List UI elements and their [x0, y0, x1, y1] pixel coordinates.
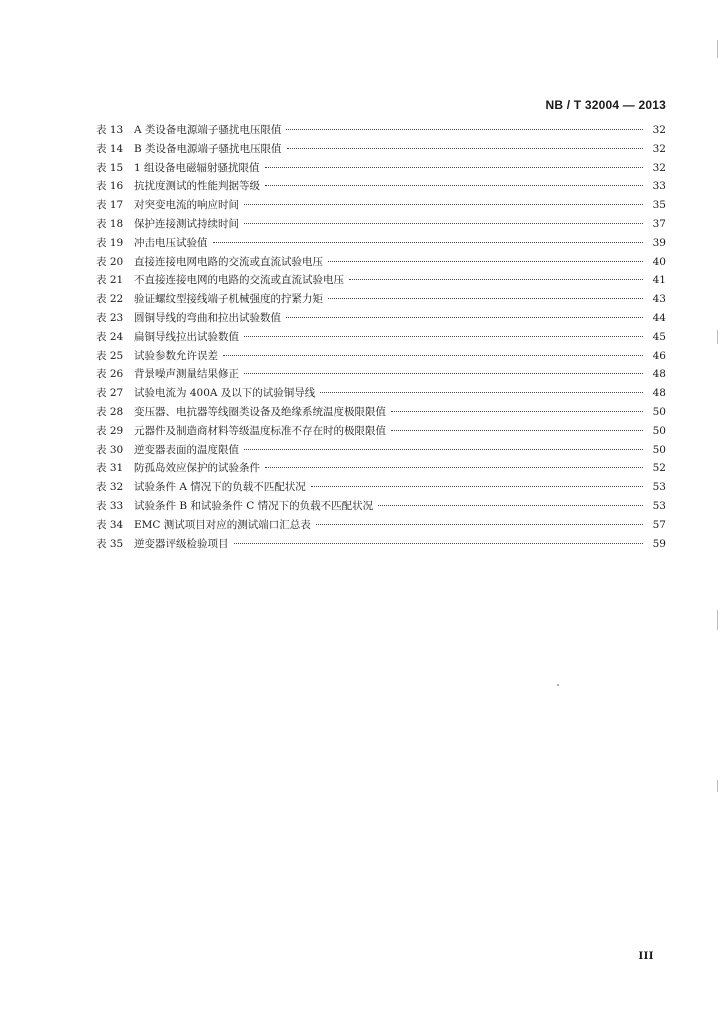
toc-entry-label: 表 20	[96, 255, 124, 268]
toc-entry-title: 扁铜导线拉出试验数值	[134, 330, 239, 343]
toc-entry	[96, 328, 666, 347]
toc-leader-dots	[391, 411, 643, 412]
scan-speck	[557, 684, 559, 686]
toc-entry	[96, 290, 666, 309]
toc-entry-label: 表 31	[96, 462, 124, 475]
toc-entry	[96, 365, 666, 384]
toc-leader-dots	[244, 204, 643, 205]
toc-entry	[96, 196, 666, 215]
toc-entry-title: 变压器、电抗器等线圈类设备及绝缘系统温度极限限值	[134, 405, 386, 418]
toc-entry-label: 表 16	[96, 180, 124, 193]
toc-entry-label: 表 25	[96, 349, 124, 362]
toc-entry-page: 41	[652, 274, 666, 287]
toc-entry	[96, 422, 666, 441]
toc-entry-page: 57	[652, 518, 666, 531]
toc-entry-label: 表 13	[96, 124, 124, 136]
toc-entry	[96, 253, 666, 272]
toc-entry-page: 46	[652, 349, 666, 362]
toc-leader-dots	[316, 524, 643, 525]
toc-entry-label: 表 35	[96, 537, 124, 550]
toc-entry	[96, 459, 666, 478]
toc-entry-label: 表 18	[96, 217, 124, 230]
toc-entry-label: 表 17	[96, 199, 124, 212]
toc-entry-page: 48	[652, 368, 666, 381]
toc-entry-title: 逆变器表面的温度限值	[134, 443, 239, 456]
toc-entry-label: 表 21	[96, 274, 124, 287]
toc-entry-label: 表 34	[96, 518, 124, 531]
toc-entry	[96, 140, 666, 159]
page-number: III	[638, 951, 654, 962]
toc-entry-page: 33	[652, 180, 666, 193]
toc-entry-page: 50	[652, 405, 666, 418]
toc-entry-title: 防孤岛效应保护的试验条件	[134, 462, 260, 475]
toc-entry-page: 39	[652, 236, 666, 249]
toc-entry-label: 表 19	[96, 236, 124, 249]
toc-entry-title: 对突变电流的响应时间	[134, 199, 239, 212]
toc-entry	[96, 384, 666, 403]
table-of-tables	[96, 121, 666, 553]
toc-entry-page: 32	[652, 124, 666, 136]
toc-entry-page: 45	[652, 330, 666, 343]
toc-leader-dots	[244, 373, 643, 374]
toc-leader-dots	[265, 167, 643, 168]
toc-leader-dots	[213, 242, 644, 243]
toc-leader-dots	[287, 148, 643, 149]
toc-entry-label: 表 23	[96, 311, 124, 324]
toc-entry-title: 元器件及制造商材料等级温度标准不存在时的极限限值	[134, 424, 386, 437]
toc-entry-title: 冲击电压试验值	[134, 236, 208, 249]
toc-leader-dots	[265, 467, 643, 468]
toc-entry-title: 不直接连接电网的电路的交流或直流试验电压	[134, 274, 344, 287]
toc-entry-page: 52	[652, 462, 666, 475]
toc-leader-dots	[349, 279, 643, 280]
toc-entry-label: 表 29	[96, 424, 124, 437]
toc-entry	[96, 177, 666, 196]
toc-leader-dots	[328, 261, 643, 262]
toc-entry-label: 表 28	[96, 405, 124, 418]
toc-entry-page: 53	[652, 499, 666, 512]
toc-entry-title: 1 组设备电磁辐射骚扰限值	[134, 161, 260, 174]
toc-entry-page: 59	[652, 537, 666, 550]
toc-entry	[96, 309, 666, 328]
toc-leader-dots	[244, 223, 643, 224]
toc-entry-title: 验证螺纹型接线端子机械强度的拧紧力矩	[134, 293, 323, 306]
toc-entry-page: 40	[652, 255, 666, 268]
scan-edge-mark	[717, 610, 718, 630]
toc-entry-page: 50	[652, 443, 666, 456]
toc-leader-dots	[286, 129, 643, 130]
standard-code: NB / T 32004 — 2013	[545, 98, 666, 112]
toc-leader-dots	[265, 185, 643, 186]
toc-entry-page: 48	[652, 387, 666, 400]
toc-entry	[96, 121, 666, 140]
toc-entry-title: 试验电流为 400A 及以下的试验铜导线	[134, 387, 316, 400]
scan-edge-mark	[717, 330, 718, 344]
toc-entry-label: 表 24	[96, 330, 124, 343]
toc-leader-dots	[311, 486, 643, 487]
toc-entry	[96, 347, 666, 366]
toc-leader-dots	[286, 317, 643, 318]
toc-leader-dots	[320, 392, 643, 393]
toc-entry-page: 50	[652, 424, 666, 437]
toc-entry-title: A 类设备电源端子骚扰电压限值	[134, 124, 282, 136]
toc-entry-label: 表 27	[96, 387, 124, 400]
toc-entry-page: 44	[652, 311, 666, 324]
scan-edge-mark	[717, 40, 718, 58]
toc-entry-page: 32	[652, 161, 666, 174]
toc-entry	[96, 535, 666, 554]
toc-entry-page: 37	[652, 217, 666, 230]
toc-leader-dots	[234, 543, 644, 544]
toc-entry	[96, 403, 666, 422]
toc-entry	[96, 478, 666, 497]
toc-entry-label: 表 22	[96, 293, 124, 306]
toc-leader-dots	[244, 336, 643, 337]
toc-entry	[96, 516, 666, 535]
toc-leader-dots	[391, 430, 643, 431]
toc-entry	[96, 234, 666, 253]
toc-entry	[96, 271, 666, 290]
toc-entry-title: EMC 测试项目对应的测试端口汇总表	[134, 518, 311, 531]
toc-entry-title: B 类设备电源端子骚扰电压限值	[134, 142, 282, 155]
toc-entry-page: 43	[652, 293, 666, 306]
toc-entry-title: 试验条件 B 和试验条件 C 情况下的负载不匹配状况	[134, 499, 374, 512]
toc-entry-label: 表 14	[96, 142, 124, 155]
toc-entry-title: 圆铜导线的弯曲和拉出试验数值	[134, 311, 281, 324]
toc-leader-dots	[378, 505, 643, 506]
toc-entry-title: 试验条件 A 情况下的负载不匹配状况	[134, 481, 306, 494]
toc-entry-title: 抗扰度测试的性能判据等级	[134, 180, 260, 193]
toc-entry-label: 表 33	[96, 499, 124, 512]
toc-entry-label: 表 26	[96, 368, 124, 381]
toc-entry	[96, 497, 666, 516]
toc-entry-page: 32	[652, 142, 666, 155]
toc-entry-page: 53	[652, 481, 666, 494]
toc-entry	[96, 441, 666, 460]
toc-entry-label: 表 30	[96, 443, 124, 456]
toc-leader-dots	[223, 355, 643, 356]
toc-entry-title: 背景噪声测量结果修正	[134, 368, 239, 381]
toc-entry-label: 表 32	[96, 481, 124, 494]
toc-entry-title: 保护连接测试持续时间	[134, 217, 239, 230]
toc-entry-page: 35	[652, 199, 666, 212]
toc-entry	[96, 159, 666, 178]
toc-entry-label: 表 15	[96, 161, 124, 174]
toc-leader-dots	[244, 449, 643, 450]
toc-entry-title: 试验参数允许误差	[134, 349, 218, 362]
toc-entry	[96, 215, 666, 234]
scan-edge-mark	[717, 780, 718, 792]
toc-entry-title: 逆变器评级检验项目	[134, 537, 229, 550]
toc-leader-dots	[328, 298, 643, 299]
toc-entry-title: 直接连接电网电路的交流或直流试验电压	[134, 255, 323, 268]
